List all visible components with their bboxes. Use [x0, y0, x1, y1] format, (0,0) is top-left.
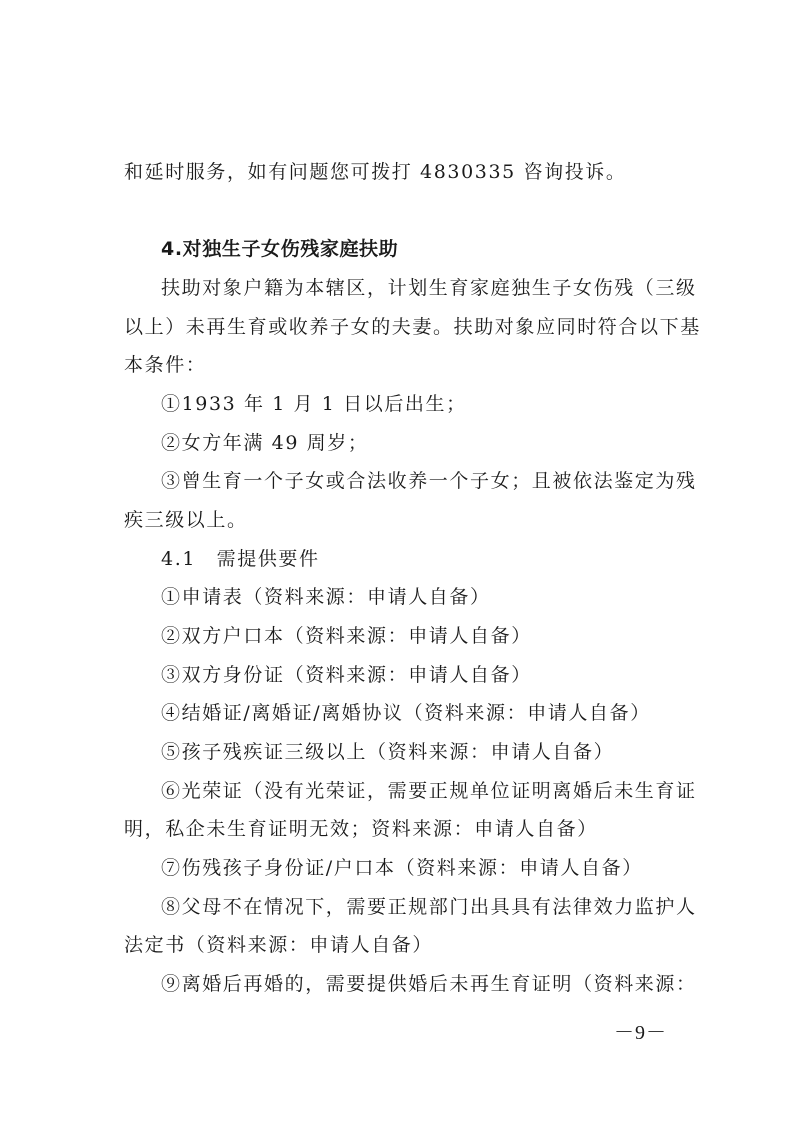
requirement-item-4: ④结婚证/离婚证/离婚协议（资料来源：申请人自备）	[161, 702, 651, 724]
paragraph-line: 本条件：	[124, 354, 207, 376]
requirement-item-5: ⑤孩子残疾证三级以上（资料来源：申请人自备）	[161, 741, 615, 763]
subsection-heading: 4.1 需提供要件	[161, 548, 320, 570]
requirement-item-9: ⑨离婚后再婚的，需要提供婚后未再生育证明（资料来源：	[161, 973, 697, 995]
requirement-item-8-cont: 法定书（资料来源：申请人自备）	[124, 934, 434, 956]
paragraph-continuation: 和延时服务，如有问题您可拨打 4830335 咨询投诉。	[124, 161, 627, 183]
requirement-item-2: ②双方户口本（资料来源：申请人自备）	[161, 625, 532, 647]
page-number: －9－	[614, 1022, 667, 1044]
requirement-item-8: ⑧父母不在情况下，需要正规部门出具具有法律效力监护人	[161, 896, 697, 918]
requirement-item-1: ①申请表（资料来源：申请人自备）	[161, 586, 491, 608]
condition-item-1: ①1933 年 1 月 1 日以后出生；	[161, 393, 467, 415]
condition-item-2: ②女方年满 49 周岁；	[161, 432, 369, 454]
paragraph-line: 以上）未再生育或收养子女的夫妻。扶助对象应同时符合以下基	[124, 316, 701, 338]
condition-item-3-cont: 疾三级以上。	[124, 509, 248, 531]
requirement-item-6: ⑥光荣证（没有光荣证，需要正规单位证明离婚后未生育证	[161, 780, 697, 802]
condition-item-3: ③曾生育一个子女或合法收养一个子女；且被依法鉴定为残	[161, 470, 697, 492]
paragraph-line: 扶助对象户籍为本辖区，计划生育家庭独生子女伤残（三级	[161, 277, 697, 299]
section-heading: 4.对独生子女伤残家庭扶助	[161, 238, 399, 260]
requirement-item-3: ③双方身份证（资料来源：申请人自备）	[161, 664, 532, 686]
requirement-item-7: ⑦伤残孩子身份证/户口本（资料来源：申请人自备）	[161, 857, 643, 879]
requirement-item-6-cont: 明，私企未生育证明无效；资料来源：申请人自备）	[124, 818, 598, 840]
